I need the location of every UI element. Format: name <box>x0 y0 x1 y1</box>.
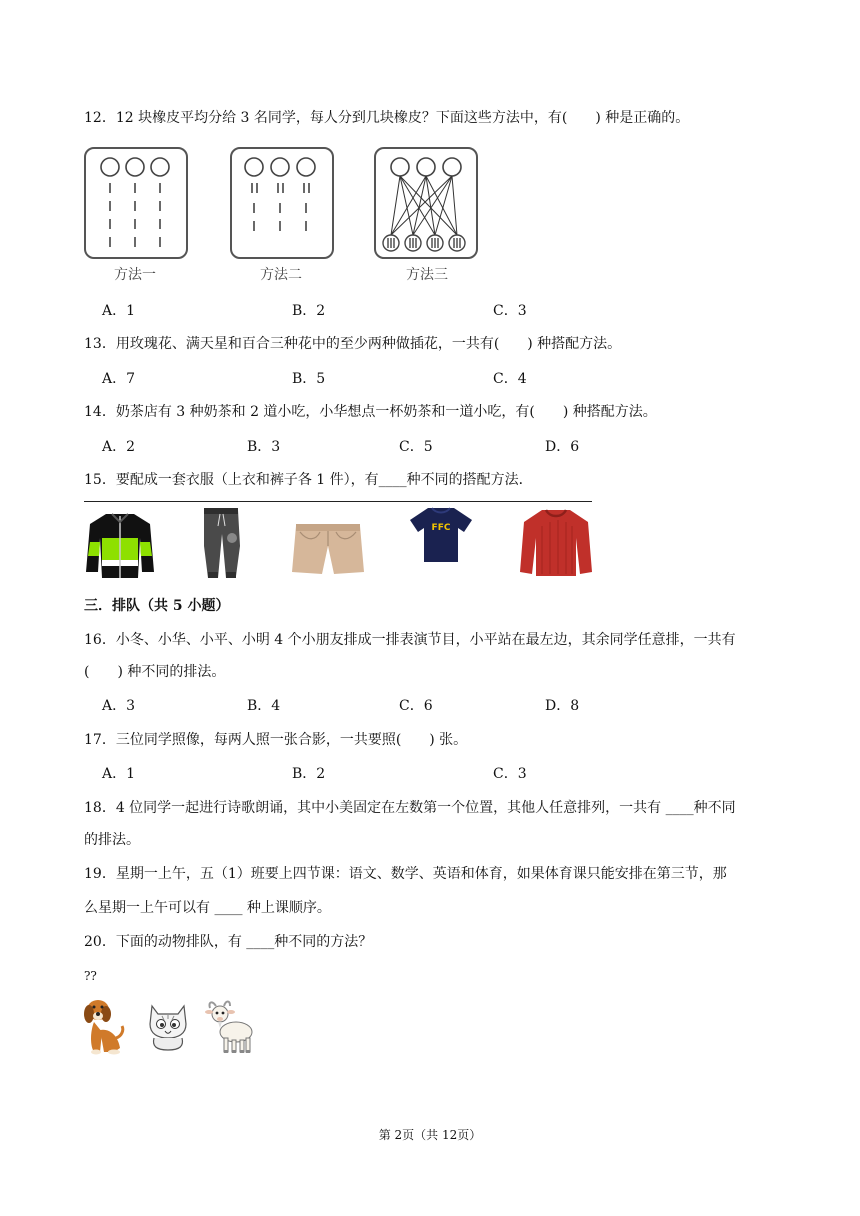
shorts-icon <box>290 520 366 578</box>
page-footer: 第 2页（共 12页） <box>378 1128 482 1142</box>
tshirt-logo: FFC <box>431 523 451 533</box>
q15-divider <box>84 501 592 502</box>
q19-text-line1: 19．星期一上午，五（1）班要上四节课：语文、数学、英语和体育，如果体育课只能安排在第三节，那 <box>84 866 727 882</box>
method-2-label: 方法二 <box>260 267 302 283</box>
q20-marks: ?? <box>84 969 97 983</box>
q13-option-a[interactable]: A．7 <box>102 371 136 387</box>
tshirt-icon <box>408 506 474 564</box>
q16-option-a[interactable]: A．3 <box>102 698 136 714</box>
method-1-label: 方法一 <box>114 267 156 283</box>
method-3-label: 方法三 <box>406 267 448 283</box>
q18-text-line2: 的排法。 <box>84 832 140 848</box>
method-1-figure <box>84 147 188 259</box>
section-3-heading: 三．排队（共 5 小题） <box>84 598 230 614</box>
q12-option-c[interactable]: C．3 <box>493 303 527 319</box>
q12-option-b[interactable]: B．2 <box>292 303 326 319</box>
q12-text: 12．12 块橡皮平均分给 3 名同学，每人分到几块橡皮？下面这些方法中，有( ) 种是正确的。 <box>84 110 690 126</box>
q13-text: 13．用玫瑰花、满天星和百合三种花中的至少两种做插花，一共有( ) 种搭配方法。 <box>84 336 622 352</box>
q14-text: 14．奶茶店有 3 种奶茶和 2 道小吃，小华想点一杯奶茶和一道小吃，有( ) 种搭配方法。 <box>84 404 657 420</box>
q18-text-line1: 18．4 位同学一起进行诗歌朗诵，其中小美固定在左数第一个位置，其他人任意排列，一共有 ____种不同 <box>84 800 736 816</box>
cat-icon <box>146 1000 190 1052</box>
q17-option-b[interactable]: B．2 <box>292 766 326 782</box>
q16-option-b[interactable]: B．4 <box>247 698 281 714</box>
q16-text-line1: 16．小冬、小华、小平、小明 4 个小朋友排成一排表演节目，小平站在最左边，其余同学任意排，一共有 <box>84 632 736 648</box>
q17-option-c[interactable]: C．3 <box>493 766 527 782</box>
dog-icon <box>80 996 126 1056</box>
q16-option-c[interactable]: C．6 <box>399 698 433 714</box>
q16-option-d[interactable]: D．8 <box>545 698 580 714</box>
q17-text: 17．三位同学照像，每两人照一张合影，一共要照( ) 张。 <box>84 732 468 748</box>
jacket-icon <box>84 508 156 580</box>
goat-icon <box>204 998 258 1056</box>
q13-option-c[interactable]: C．4 <box>493 371 527 387</box>
q14-option-d[interactable]: D．6 <box>545 439 580 455</box>
q19-text-line2: 么星期一上午可以有 ____ 种上课顺序。 <box>84 900 331 916</box>
q16-text-line2: ( ) 种不同的排法。 <box>84 664 226 680</box>
q13-option-b[interactable]: B．5 <box>292 371 326 387</box>
q14-option-a[interactable]: A．2 <box>102 439 136 455</box>
q17-option-a[interactable]: A．1 <box>102 766 136 782</box>
sweatpants-icon <box>196 506 246 582</box>
q14-option-b[interactable]: B．3 <box>247 439 281 455</box>
q14-option-c[interactable]: C．5 <box>399 439 433 455</box>
q12-option-a[interactable]: A．1 <box>102 303 136 319</box>
q20-text: 20．下面的动物排队，有 ____种不同的方法？ <box>84 934 373 950</box>
sweater-icon <box>518 506 594 580</box>
method-3-figure <box>374 147 478 259</box>
q15-text: 15．要配成一套衣服（上衣和裤子各 1 件），有____种不同的搭配方法． <box>84 472 533 488</box>
method-2-figure <box>230 147 334 259</box>
